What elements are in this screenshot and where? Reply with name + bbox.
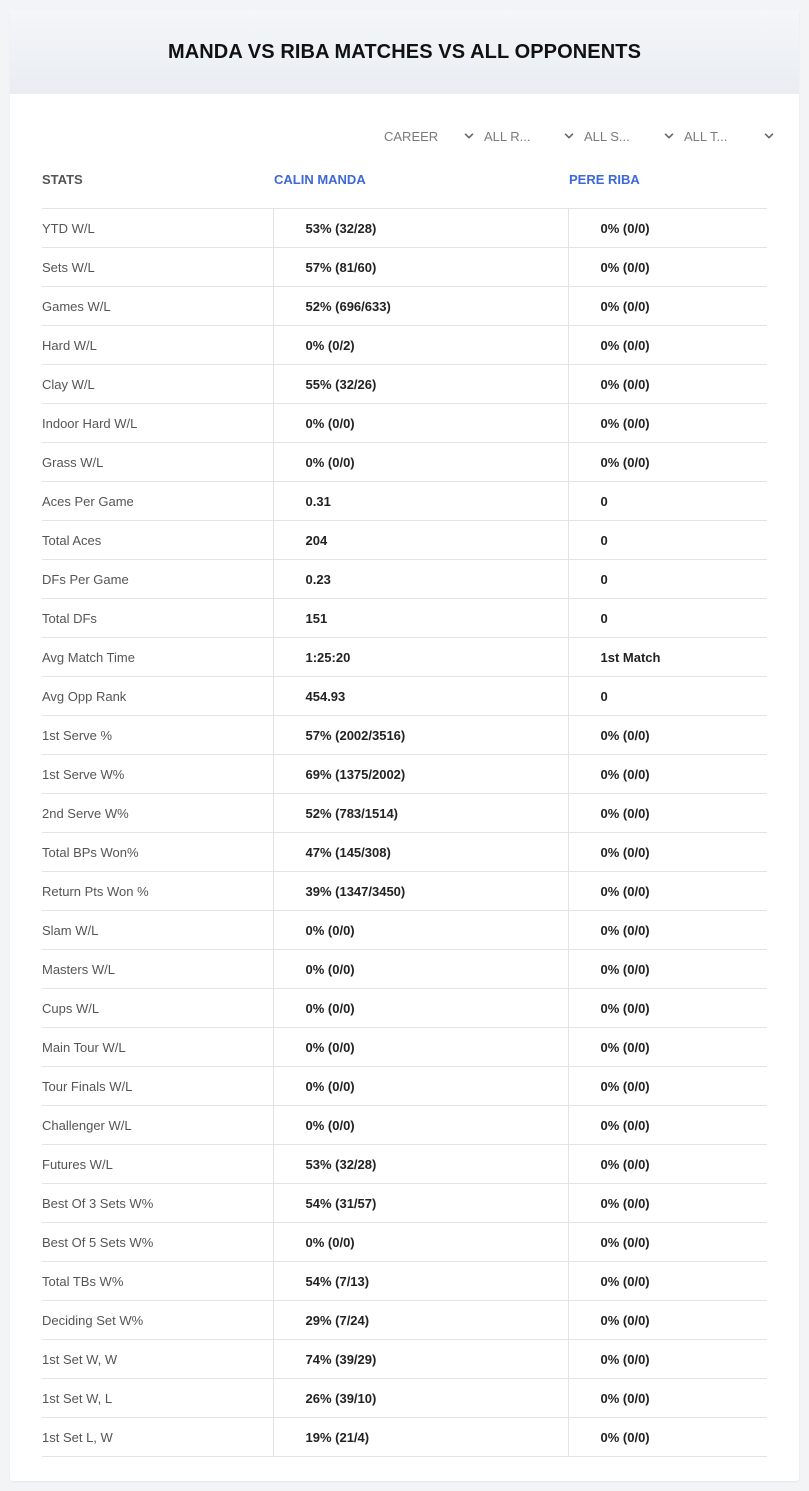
table-row (42, 326, 767, 365)
table-row (42, 950, 767, 989)
player2-value: 0% (0/0) (568, 833, 767, 872)
table-row (42, 755, 767, 794)
table-row (42, 1184, 767, 1223)
player2-value: 0 (568, 599, 767, 638)
table-row (42, 287, 767, 326)
player1-value: 19% (21/4) (273, 1418, 568, 1457)
table-row (42, 1223, 767, 1262)
player1-value: 52% (783/1514) (273, 794, 568, 833)
stat-label: Return Pts Won % (42, 872, 273, 911)
table-row (42, 443, 767, 482)
player1-value: 0% (0/0) (273, 911, 568, 950)
filter-label: ALL R... (484, 128, 531, 144)
player1-value: 53% (32/28) (273, 1145, 568, 1184)
stat-label: Futures W/L (42, 1145, 273, 1184)
player1-value: 54% (31/57) (273, 1184, 568, 1223)
player1-value: 53% (32/28) (273, 209, 568, 248)
player1-value: 57% (81/60) (273, 248, 568, 287)
table-row (42, 209, 767, 248)
table-row (42, 677, 767, 716)
stat-label: Clay W/L (42, 365, 273, 404)
player2-value: 0% (0/0) (568, 365, 767, 404)
player2-value: 0% (0/0) (568, 1340, 767, 1379)
player2-value: 0% (0/0) (568, 950, 767, 989)
stat-label: Masters W/L (42, 950, 273, 989)
player2-value: 1st Match (568, 638, 767, 677)
table-row (42, 365, 767, 404)
player2-value: 0% (0/0) (568, 1067, 767, 1106)
player1-value: 0% (0/0) (273, 1067, 568, 1106)
player1-value: 69% (1375/2002) (273, 755, 568, 794)
column-headers (42, 172, 767, 208)
table-row (42, 1301, 767, 1340)
player1-value: 39% (1347/3450) (273, 872, 568, 911)
table-row (42, 911, 767, 950)
player1-value: 52% (696/633) (273, 287, 568, 326)
stat-label: Avg Opp Rank (42, 677, 273, 716)
stat-label: Hard W/L (42, 326, 273, 365)
player2-value: 0% (0/0) (568, 1184, 767, 1223)
player1-value: 0% (0/0) (273, 443, 568, 482)
player2-value: 0% (0/0) (568, 1418, 767, 1457)
table-row (42, 248, 767, 287)
stat-label: 2nd Serve W% (42, 794, 273, 833)
chevron-down-icon (764, 131, 774, 141)
player1-value: 0% (0/2) (273, 326, 568, 365)
player1-value: 47% (145/308) (273, 833, 568, 872)
filter-career-select[interactable] (384, 125, 484, 147)
stat-label: DFs Per Game (42, 560, 273, 599)
chevron-down-icon (664, 131, 674, 141)
stat-label: Games W/L (42, 287, 273, 326)
table-row (42, 833, 767, 872)
table-row (42, 1340, 767, 1379)
table-row (42, 989, 767, 1028)
player2-value: 0% (0/0) (568, 872, 767, 911)
stat-label: Total BPs Won% (42, 833, 273, 872)
stat-label: 1st Set W, L (42, 1379, 273, 1418)
stat-label: Best Of 3 Sets W% (42, 1184, 273, 1223)
stat-label: Total DFs (42, 599, 273, 638)
player1-link[interactable]: CALIN MANDA (274, 172, 366, 187)
player1-value: 204 (273, 521, 568, 560)
player2-value: 0 (568, 560, 767, 599)
table-row (42, 599, 767, 638)
player1-value: 57% (2002/3516) (273, 716, 568, 755)
player2-value: 0% (0/0) (568, 209, 767, 248)
table-row (42, 1106, 767, 1145)
table-row (42, 1028, 767, 1067)
filter-label: CAREER (384, 128, 439, 144)
player1-value: 54% (7/13) (273, 1262, 568, 1301)
filter-label: ALL T... (684, 128, 728, 144)
player2-value: 0% (0/0) (568, 1301, 767, 1340)
stat-label: Best Of 5 Sets W% (42, 1223, 273, 1262)
player1-value: 29% (7/24) (273, 1301, 568, 1340)
player1-value: 151 (273, 599, 568, 638)
player2-value: 0% (0/0) (568, 1379, 767, 1418)
table-row (42, 1262, 767, 1301)
player2-value: 0% (0/0) (568, 1106, 767, 1145)
player1-value: 1:25:20 (273, 638, 568, 677)
stat-label: 1st Set W, W (42, 1340, 273, 1379)
stat-label: YTD W/L (42, 209, 273, 248)
table-row (42, 404, 767, 443)
player1-value: 0.23 (273, 560, 568, 599)
player1-value: 0.31 (273, 482, 568, 521)
player2-value: 0% (0/0) (568, 1028, 767, 1067)
player2-value: 0% (0/0) (568, 1262, 767, 1301)
player2-value: 0 (568, 521, 767, 560)
stat-label: Grass W/L (42, 443, 273, 482)
filter-bar (384, 125, 784, 147)
player1-value: 0% (0/0) (273, 1106, 568, 1145)
stat-label: 1st Set L, W (42, 1418, 273, 1457)
stat-label: Main Tour W/L (42, 1028, 273, 1067)
stats-table (42, 208, 767, 1457)
player1-value: 0% (0/0) (273, 1028, 568, 1067)
table-row (42, 1145, 767, 1184)
player1-value: 26% (39/10) (273, 1379, 568, 1418)
stats-card (10, 10, 799, 1481)
player2-value: 0% (0/0) (568, 1223, 767, 1262)
stat-label: Total TBs W% (42, 1262, 273, 1301)
stat-label: Tour Finals W/L (42, 1067, 273, 1106)
stat-label: Sets W/L (42, 248, 273, 287)
filter-label: ALL S... (584, 128, 630, 144)
stat-label: Total Aces (42, 521, 273, 560)
table-row (42, 638, 767, 677)
filter-surfaces-select[interactable] (584, 125, 684, 147)
player1-value: 0% (0/0) (273, 989, 568, 1028)
chevron-down-icon (464, 131, 474, 141)
player2-value: 0% (0/0) (568, 911, 767, 950)
filter-rounds-select[interactable] (484, 125, 584, 147)
table-row (42, 482, 767, 521)
player2-value: 0% (0/0) (568, 326, 767, 365)
stat-label: 1st Serve % (42, 716, 273, 755)
player1-value: 0% (0/0) (273, 950, 568, 989)
player1-value: 0% (0/0) (273, 1223, 568, 1262)
player1-value: 0% (0/0) (273, 404, 568, 443)
column-header-stats: STATS (42, 172, 83, 187)
table-row (42, 1418, 767, 1457)
table-row (42, 872, 767, 911)
player2-value: 0% (0/0) (568, 404, 767, 443)
player1-value: 74% (39/29) (273, 1340, 568, 1379)
player2-link[interactable]: PERE RIBA (569, 172, 640, 187)
chevron-down-icon (564, 131, 574, 141)
player2-value: 0% (0/0) (568, 755, 767, 794)
table-row (42, 716, 767, 755)
player2-value: 0% (0/0) (568, 716, 767, 755)
stat-label: Avg Match Time (42, 638, 273, 677)
player1-value: 454.93 (273, 677, 568, 716)
player2-value: 0% (0/0) (568, 443, 767, 482)
table-row (42, 1067, 767, 1106)
player2-value: 0% (0/0) (568, 248, 767, 287)
stat-label: Indoor Hard W/L (42, 404, 273, 443)
player2-value: 0% (0/0) (568, 794, 767, 833)
table-row (42, 794, 767, 833)
player2-value: 0 (568, 677, 767, 716)
stat-label: Slam W/L (42, 911, 273, 950)
page-title: MANDA VS RIBA MATCHES VS ALL OPPONENTS (167, 40, 642, 63)
stat-label: 1st Serve W% (42, 755, 273, 794)
player2-value: 0% (0/0) (568, 1145, 767, 1184)
stat-label: Challenger W/L (42, 1106, 273, 1145)
player2-value: 0% (0/0) (568, 287, 767, 326)
player2-value: 0% (0/0) (568, 989, 767, 1028)
player1-value: 55% (32/26) (273, 365, 568, 404)
stat-label: Deciding Set W% (42, 1301, 273, 1340)
table-row (42, 1379, 767, 1418)
card-header (10, 10, 799, 94)
table-row (42, 560, 767, 599)
table-row (42, 521, 767, 560)
stat-label: Aces Per Game (42, 482, 273, 521)
player2-value: 0 (568, 482, 767, 521)
filter-tournaments-select[interactable] (684, 125, 784, 147)
stat-label: Cups W/L (42, 989, 273, 1028)
